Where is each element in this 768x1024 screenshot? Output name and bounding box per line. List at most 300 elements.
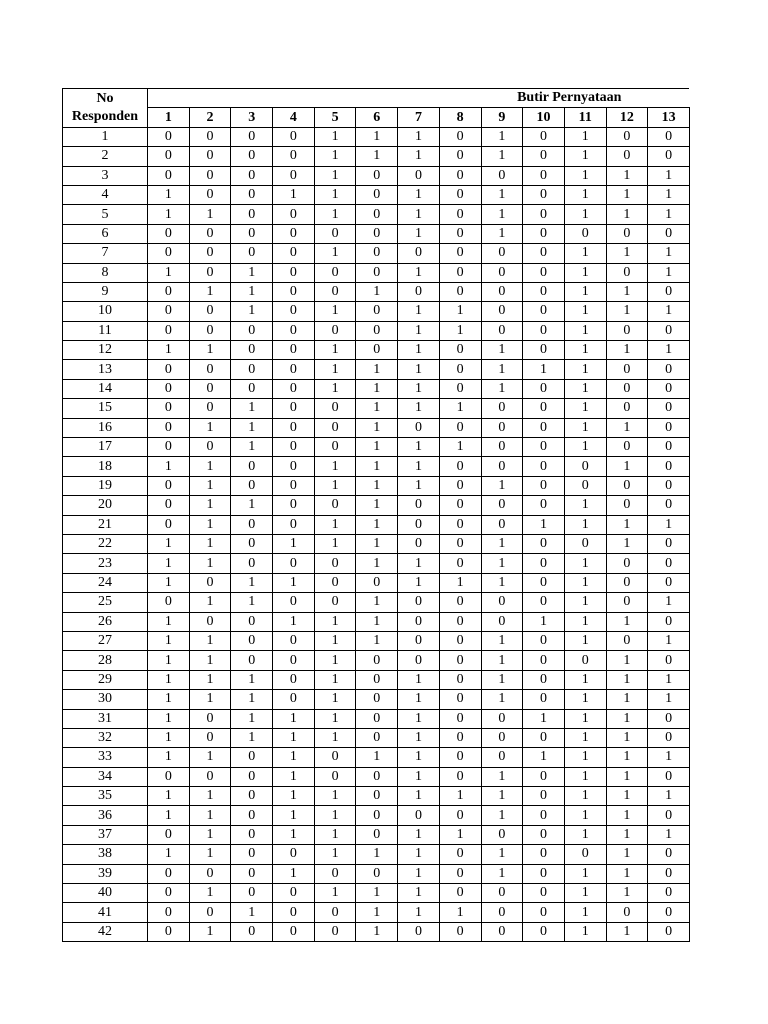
score-cell: 0: [398, 282, 440, 301]
score-cell: 0: [439, 748, 481, 767]
score-cell: 1: [564, 166, 606, 185]
score-cell: 0: [439, 282, 481, 301]
score-cell: 1: [189, 690, 231, 709]
score-cell: 0: [439, 205, 481, 224]
score-cell: 1: [564, 787, 606, 806]
score-cell: 0: [523, 787, 565, 806]
score-cell: 1: [356, 379, 398, 398]
score-cell: 0: [481, 922, 523, 941]
score-cell: 0: [189, 573, 231, 592]
score-cell: 1: [564, 825, 606, 844]
score-cell: 0: [523, 224, 565, 243]
score-cell: 1: [564, 321, 606, 340]
score-cell: 0: [189, 166, 231, 185]
score-cell: 0: [439, 224, 481, 243]
score-cell: 0: [648, 612, 690, 631]
score-cell: 0: [523, 282, 565, 301]
respondent-number-cell: 34: [63, 767, 148, 786]
score-cell: 1: [356, 884, 398, 903]
score-cell: 1: [356, 127, 398, 146]
score-cell: 0: [439, 631, 481, 650]
table-row: [63, 341, 690, 360]
score-cell: 1: [148, 748, 190, 767]
respondent-number-cell: 18: [63, 457, 148, 476]
score-cell: 1: [231, 593, 273, 612]
score-cell: 1: [439, 321, 481, 340]
score-cell: 0: [523, 205, 565, 224]
score-cell: 0: [314, 864, 356, 883]
score-cell: 0: [606, 360, 648, 379]
respondent-number-cell: 17: [63, 438, 148, 457]
score-cell: 1: [398, 360, 440, 379]
score-cell: 0: [439, 593, 481, 612]
score-cell: 1: [273, 612, 315, 631]
score-cell: 0: [273, 379, 315, 398]
score-cell: 1: [189, 534, 231, 553]
respondent-number-cell: 12: [63, 341, 148, 360]
score-cell: 1: [564, 767, 606, 786]
score-cell: 0: [398, 166, 440, 185]
score-cell: 0: [231, 884, 273, 903]
score-cell: 1: [439, 573, 481, 592]
score-cell: 0: [439, 360, 481, 379]
score-cell: 0: [523, 631, 565, 650]
score-cell: 0: [648, 845, 690, 864]
score-cell: 0: [231, 205, 273, 224]
score-cell: 1: [398, 748, 440, 767]
score-cell: 0: [439, 496, 481, 515]
score-cell: 1: [148, 263, 190, 282]
score-cell: 0: [648, 360, 690, 379]
score-cell: 0: [439, 922, 481, 941]
score-cell: 1: [398, 438, 440, 457]
score-cell: 1: [564, 631, 606, 650]
score-cell: 0: [148, 244, 190, 263]
score-cell: 1: [481, 767, 523, 786]
score-cell: 0: [439, 476, 481, 495]
score-cell: 1: [231, 282, 273, 301]
score-cell: 0: [648, 418, 690, 437]
respondent-number-cell: 22: [63, 534, 148, 553]
respondent-number-cell: 35: [63, 787, 148, 806]
score-cell: 0: [523, 670, 565, 689]
score-cell: 0: [231, 845, 273, 864]
score-cell: 1: [273, 748, 315, 767]
score-cell: 0: [564, 224, 606, 243]
score-cell: 1: [314, 631, 356, 650]
table-row: [63, 670, 690, 689]
score-cell: 1: [273, 573, 315, 592]
score-cell: 0: [606, 399, 648, 418]
score-cell: 1: [439, 302, 481, 321]
score-cell: 0: [648, 321, 690, 340]
respondent-number-cell: 42: [63, 922, 148, 941]
score-cell: 1: [314, 302, 356, 321]
score-cell: 0: [231, 379, 273, 398]
score-cell: 1: [398, 379, 440, 398]
table-header: [63, 89, 690, 128]
score-cell: 1: [148, 709, 190, 728]
score-cell: 0: [356, 690, 398, 709]
score-cell: 1: [564, 147, 606, 166]
table-row: [63, 496, 690, 515]
table-row: [63, 612, 690, 631]
table-row: [63, 787, 690, 806]
score-cell: 1: [148, 457, 190, 476]
score-cell: 1: [273, 767, 315, 786]
score-cell: 1: [606, 457, 648, 476]
score-cell: 0: [148, 224, 190, 243]
score-cell: 1: [189, 670, 231, 689]
score-cell: 1: [356, 282, 398, 301]
statement-items-group-header: Butir Pernyataan: [148, 89, 690, 108]
score-cell: 1: [564, 341, 606, 360]
score-cell: 1: [606, 767, 648, 786]
score-cell: 0: [398, 922, 440, 941]
score-cell: 0: [148, 379, 190, 398]
score-cell: 0: [648, 127, 690, 146]
score-cell: 1: [314, 534, 356, 553]
score-cell: 0: [356, 709, 398, 728]
score-cell: 0: [273, 205, 315, 224]
score-cell: 1: [148, 554, 190, 573]
score-cell: 1: [398, 728, 440, 747]
score-cell: 0: [314, 418, 356, 437]
respondent-number-cell: 9: [63, 282, 148, 301]
table-row: [63, 709, 690, 728]
score-cell: 1: [189, 282, 231, 301]
score-cell: 0: [273, 884, 315, 903]
score-cell: 1: [648, 166, 690, 185]
score-cell: 0: [523, 263, 565, 282]
score-cell: 0: [273, 515, 315, 534]
score-cell: 0: [523, 573, 565, 592]
item-header-13: 13: [648, 108, 690, 127]
table-row: [63, 845, 690, 864]
score-cell: 0: [564, 476, 606, 495]
respondent-number-cell: 24: [63, 573, 148, 592]
score-cell: 0: [481, 903, 523, 922]
score-cell: 1: [606, 670, 648, 689]
score-cell: 0: [439, 418, 481, 437]
score-cell: 1: [648, 244, 690, 263]
table-row: [63, 457, 690, 476]
score-cell: 0: [231, 515, 273, 534]
item-header-7: 7: [398, 108, 440, 127]
item-header-2: 2: [189, 108, 231, 127]
score-cell: 0: [148, 360, 190, 379]
score-cell: 1: [314, 341, 356, 360]
score-cell: 1: [356, 147, 398, 166]
score-cell: 1: [398, 787, 440, 806]
score-cell: 0: [648, 922, 690, 941]
score-cell: 0: [231, 127, 273, 146]
score-cell: 1: [398, 205, 440, 224]
score-cell: 0: [356, 767, 398, 786]
score-cell: 0: [648, 806, 690, 825]
score-cell: 0: [356, 205, 398, 224]
score-cell: 0: [231, 341, 273, 360]
score-cell: 0: [273, 399, 315, 418]
score-cell: 1: [398, 224, 440, 243]
score-cell: 0: [231, 321, 273, 340]
score-cell: 0: [398, 418, 440, 437]
score-cell: 1: [481, 651, 523, 670]
score-cell: 0: [189, 438, 231, 457]
score-cell: 1: [148, 612, 190, 631]
score-cell: 1: [398, 709, 440, 728]
score-cell: 0: [648, 884, 690, 903]
respondent-number-cell: 21: [63, 515, 148, 534]
score-cell: 1: [231, 302, 273, 321]
score-cell: 0: [231, 476, 273, 495]
score-cell: 0: [481, 728, 523, 747]
score-cell: 1: [564, 515, 606, 534]
table-body: [63, 127, 690, 941]
score-cell: 0: [148, 321, 190, 340]
score-cell: 0: [273, 244, 315, 263]
score-cell: 0: [523, 321, 565, 340]
score-cell: 1: [398, 903, 440, 922]
score-cell: 0: [273, 496, 315, 515]
score-cell: 0: [523, 690, 565, 709]
score-cell: 1: [231, 418, 273, 437]
score-cell: 1: [356, 438, 398, 457]
score-cell: 1: [606, 845, 648, 864]
table-row: [63, 767, 690, 786]
respondent-number-cell: 41: [63, 903, 148, 922]
score-cell: 1: [523, 360, 565, 379]
score-cell: 1: [564, 379, 606, 398]
score-cell: 1: [148, 845, 190, 864]
score-cell: 0: [273, 321, 315, 340]
score-cell: 0: [314, 496, 356, 515]
score-cell: 0: [148, 282, 190, 301]
score-cell: 1: [648, 631, 690, 650]
score-cell: 0: [314, 399, 356, 418]
score-cell: 1: [564, 922, 606, 941]
score-cell: 0: [148, 767, 190, 786]
respondent-number-cell: 7: [63, 244, 148, 263]
score-cell: 1: [564, 709, 606, 728]
respondent-number-cell: 4: [63, 185, 148, 204]
score-cell: 1: [273, 534, 315, 553]
respondent-number-cell: 5: [63, 205, 148, 224]
score-cell: 1: [481, 534, 523, 553]
score-cell: 1: [314, 244, 356, 263]
score-cell: 1: [564, 282, 606, 301]
score-cell: 0: [439, 244, 481, 263]
score-cell: 1: [189, 631, 231, 650]
score-cell: 0: [481, 515, 523, 534]
score-cell: 1: [189, 418, 231, 437]
score-cell: 1: [356, 476, 398, 495]
score-cell: 1: [314, 457, 356, 476]
score-cell: 0: [439, 709, 481, 728]
score-cell: 1: [564, 612, 606, 631]
score-cell: 1: [189, 554, 231, 573]
score-cell: 1: [231, 709, 273, 728]
respondent-number-cell: 30: [63, 690, 148, 709]
respondent-number-cell: 1: [63, 127, 148, 146]
score-cell: 1: [606, 864, 648, 883]
table-row: [63, 244, 690, 263]
score-cell: 0: [273, 263, 315, 282]
score-cell: 1: [439, 438, 481, 457]
score-cell: 0: [648, 379, 690, 398]
score-cell: 0: [356, 263, 398, 282]
score-cell: 0: [481, 418, 523, 437]
score-cell: 1: [439, 903, 481, 922]
score-cell: 1: [606, 612, 648, 631]
score-cell: 0: [273, 438, 315, 457]
score-cell: 0: [356, 224, 398, 243]
score-cell: 0: [481, 457, 523, 476]
table-row: [63, 922, 690, 941]
score-cell: 1: [398, 825, 440, 844]
score-cell: 0: [314, 438, 356, 457]
score-cell: 1: [398, 864, 440, 883]
respondent-number-cell: 13: [63, 360, 148, 379]
score-cell: 0: [231, 787, 273, 806]
score-cell: 0: [564, 845, 606, 864]
score-cell: 0: [273, 224, 315, 243]
score-cell: 1: [481, 845, 523, 864]
score-cell: 1: [148, 787, 190, 806]
score-cell: 0: [481, 496, 523, 515]
score-cell: 0: [314, 282, 356, 301]
score-cell: 0: [606, 321, 648, 340]
score-cell: 0: [356, 321, 398, 340]
score-cell: 1: [356, 418, 398, 437]
score-cell: 1: [314, 379, 356, 398]
score-cell: 1: [564, 205, 606, 224]
score-cell: 0: [189, 302, 231, 321]
score-cell: 0: [231, 864, 273, 883]
score-cell: 0: [189, 709, 231, 728]
score-cell: 0: [648, 767, 690, 786]
score-cell: 1: [481, 205, 523, 224]
score-cell: 0: [314, 554, 356, 573]
respondent-number-cell: 38: [63, 845, 148, 864]
score-cell: 0: [273, 457, 315, 476]
score-cell: 1: [231, 263, 273, 282]
score-cell: 1: [314, 166, 356, 185]
score-cell: 1: [398, 767, 440, 786]
score-cell: 1: [648, 341, 690, 360]
score-cell: 0: [356, 651, 398, 670]
score-cell: 0: [356, 825, 398, 844]
score-cell: 0: [231, 651, 273, 670]
table-row: [63, 185, 690, 204]
score-cell: 0: [189, 224, 231, 243]
score-cell: 1: [564, 670, 606, 689]
score-cell: 1: [189, 825, 231, 844]
score-cell: 0: [398, 612, 440, 631]
score-cell: 0: [523, 554, 565, 573]
table-row: [63, 321, 690, 340]
respondent-number-cell: 37: [63, 825, 148, 844]
score-cell: 0: [273, 593, 315, 612]
table-row: [63, 534, 690, 553]
score-cell: 1: [481, 554, 523, 573]
score-cell: 0: [606, 224, 648, 243]
score-cell: 1: [189, 651, 231, 670]
score-cell: 0: [439, 767, 481, 786]
table-row: [63, 864, 690, 883]
score-cell: 1: [564, 728, 606, 747]
score-cell: 0: [273, 651, 315, 670]
score-cell: 1: [564, 690, 606, 709]
table-row: [63, 690, 690, 709]
score-cell: 0: [273, 476, 315, 495]
respondent-number-cell: 31: [63, 709, 148, 728]
responses-table: [62, 88, 690, 942]
score-cell: 0: [439, 884, 481, 903]
score-cell: 0: [439, 515, 481, 534]
score-cell: 1: [148, 205, 190, 224]
score-cell: 1: [606, 534, 648, 553]
score-cell: 0: [439, 534, 481, 553]
score-cell: 0: [148, 496, 190, 515]
score-cell: 1: [564, 127, 606, 146]
score-cell: 0: [523, 884, 565, 903]
score-cell: 0: [523, 864, 565, 883]
score-cell: 0: [523, 806, 565, 825]
score-cell: 1: [606, 302, 648, 321]
score-cell: 1: [356, 593, 398, 612]
score-cell: 1: [314, 205, 356, 224]
score-cell: 1: [314, 670, 356, 689]
score-cell: 0: [231, 360, 273, 379]
score-cell: 0: [523, 496, 565, 515]
score-cell: 1: [189, 341, 231, 360]
score-cell: 0: [189, 379, 231, 398]
score-cell: 0: [356, 573, 398, 592]
score-cell: 0: [523, 185, 565, 204]
score-cell: 1: [648, 205, 690, 224]
score-cell: 1: [523, 515, 565, 534]
score-cell: 1: [606, 884, 648, 903]
table-row: [63, 438, 690, 457]
score-cell: 1: [189, 884, 231, 903]
header-row-group: [63, 89, 690, 108]
table-row: [63, 825, 690, 844]
score-cell: 1: [148, 690, 190, 709]
score-cell: 1: [481, 864, 523, 883]
respondent-number-cell: 19: [63, 476, 148, 495]
score-cell: 1: [314, 185, 356, 204]
respondent-number-cell: 10: [63, 302, 148, 321]
table-row: [63, 418, 690, 437]
score-cell: 0: [273, 631, 315, 650]
score-cell: 0: [314, 593, 356, 612]
score-cell: 1: [481, 806, 523, 825]
score-cell: 0: [606, 476, 648, 495]
respondent-number-cell: 6: [63, 224, 148, 243]
score-cell: 1: [481, 631, 523, 650]
score-cell: 0: [356, 166, 398, 185]
score-cell: 0: [606, 147, 648, 166]
score-cell: 0: [398, 651, 440, 670]
respondent-number-cell: 29: [63, 670, 148, 689]
score-cell: 1: [189, 787, 231, 806]
score-cell: 1: [189, 806, 231, 825]
score-cell: 1: [481, 787, 523, 806]
score-cell: 1: [356, 903, 398, 922]
score-cell: 0: [523, 127, 565, 146]
score-cell: 0: [564, 534, 606, 553]
